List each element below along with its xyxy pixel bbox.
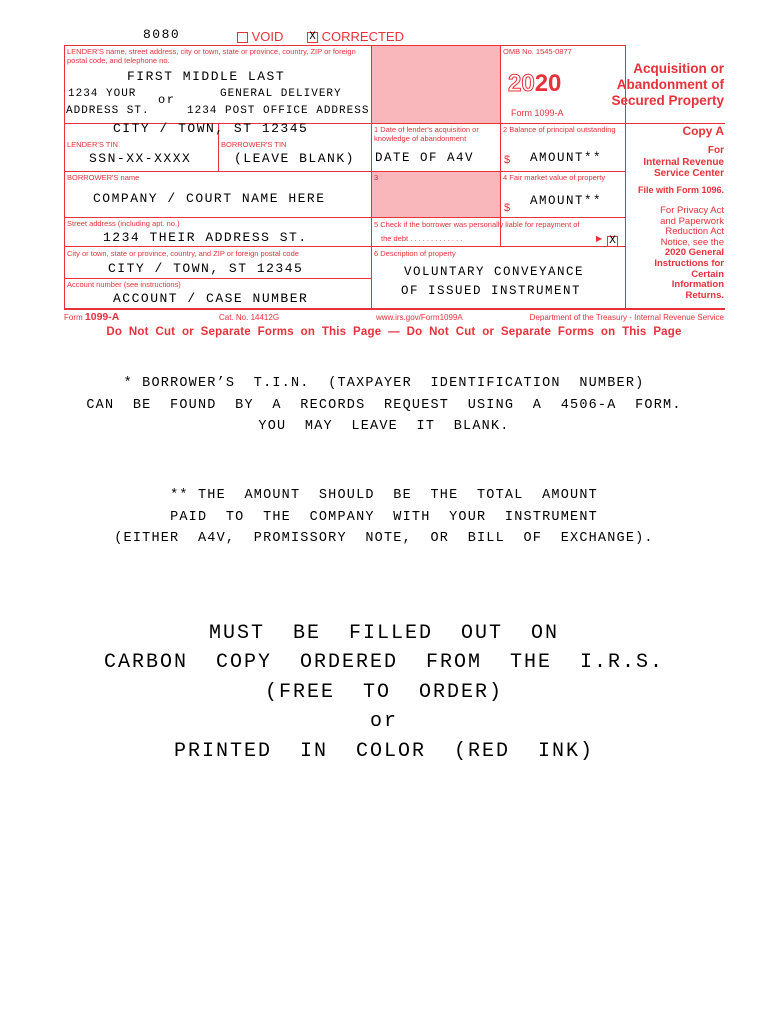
big-line3: (FREE TO ORDER)	[264, 681, 504, 704]
street-label: Street address (including apt. no.)	[67, 219, 180, 228]
note1-line2: CAN BE FOUND BY A RECORDS REQUEST USING A 4506-A FORM.	[86, 398, 682, 413]
privacy-line-4: Notice, see the	[660, 236, 724, 248]
lender-label: LENDER'S name, street address, city or town, state or province, country, ZIP or foreign postal code, and telephone no.	[67, 47, 356, 65]
big-line2: CARBON COPY ORDERED FROM THE I.R.S.	[103, 651, 665, 674]
footer-url: www.irs.gov/Form1099A	[376, 313, 463, 322]
box6-value-2[interactable]: OF ISSUED INSTRUMENT	[401, 284, 582, 298]
title-line-1: Acquisition or	[633, 61, 724, 76]
title-line-2: Abandonment of	[616, 77, 724, 92]
street-value[interactable]: 1234 THEIR ADDRESS ST.	[103, 230, 308, 245]
note1-line3: YOU MAY LEAVE IT BLANK.	[258, 419, 510, 434]
omb-number: OMB No. 1545-0877	[503, 47, 572, 56]
box5-checkbox[interactable]: X	[607, 236, 618, 247]
corrected-checkbox-group[interactable]	[307, 29, 404, 44]
form-code: 8080	[143, 27, 181, 42]
city-label: City or town, state or province, country, and ZIP or foreign postal code	[67, 249, 299, 258]
box4-value[interactable]: AMOUNT**	[530, 194, 603, 208]
box4-label: 4 Fair market value of property	[503, 173, 606, 182]
box2-dollar: $	[504, 154, 511, 166]
corrected-checkbox[interactable]: X	[307, 32, 318, 43]
privacy-line-1: For Privacy Act	[660, 205, 724, 216]
lender-tin-label: LENDER'S TIN	[67, 140, 118, 149]
footer-cat: Cat. No. 14412G	[219, 313, 280, 322]
lender-address-right-2[interactable]: 1234 POST OFFICE ADDRESS	[187, 105, 370, 117]
footer-form-number: 1099-A	[84, 311, 120, 323]
box2-value[interactable]: AMOUNT**	[530, 151, 603, 165]
big-line5: PRINTED IN COLOR (RED INK)	[173, 740, 595, 763]
account-value[interactable]: ACCOUNT / CASE NUMBER	[113, 291, 309, 306]
box2-label: 2 Balance of principal outstanding	[503, 125, 616, 134]
city-value[interactable]: CITY / TOWN, ST 12345	[108, 261, 304, 276]
footer-form-prefix: Form	[64, 313, 83, 322]
privacy-line-3: Reduction Act	[665, 226, 724, 238]
for-irs-line-3: Service Center	[653, 168, 724, 179]
box6-label: 6 Description of property	[374, 249, 456, 258]
note2-line3: (EITHER A4V, PROMISSORY NOTE, OR BILL OF EXCHANGE).	[114, 531, 654, 546]
shaded-area-top	[371, 45, 500, 123]
box6-value-1[interactable]: VOLUNTARY CONVEYANCE	[404, 265, 585, 279]
big-line4: or	[369, 710, 398, 733]
privacy-line-7: Certain	[691, 268, 724, 280]
privacy-line-8: Information	[671, 279, 724, 291]
tax-year	[508, 71, 561, 97]
box5-arrow: ▶	[596, 234, 603, 243]
lender-name[interactable]: FIRST MIDDLE LAST	[127, 69, 286, 84]
footer-warning: Do Not Cut or Separate Forms on This Page — Do Not Cut or Separate Forms on This Page	[106, 326, 682, 338]
title-line-3: Secured Property	[611, 93, 724, 108]
form-name: Form 1099-A	[511, 108, 564, 118]
box5-checkbox-group[interactable]	[607, 233, 618, 251]
copy-a: Copy A	[682, 124, 724, 138]
borrower-name-label: BORROWER'S name	[67, 173, 140, 182]
note1-line1: * BORROWER’S T.I.N. (TAXPAYER IDENTIFICATION NUMBER)	[123, 376, 645, 391]
for-irs-line-2: Internal Revenue	[643, 156, 724, 168]
privacy-line-2: and Paperwork	[660, 215, 724, 227]
lender-address-left-2[interactable]: ADDRESS ST.	[66, 105, 150, 117]
void-checkbox-group[interactable]	[237, 29, 283, 44]
footer-dept: Department of the Treasury - Internal Revenue Service	[529, 313, 724, 322]
privacy-line-9: Returns.	[685, 289, 724, 301]
borrower-tin-label: BORROWER'S TIN	[221, 140, 287, 149]
void-checkbox[interactable]	[237, 32, 248, 43]
footer-form	[64, 311, 119, 323]
lender-address-right-1[interactable]: GENERAL DELIVERY	[220, 88, 342, 100]
corrected-label: CORRECTED	[321, 29, 404, 44]
lender-or: or	[158, 93, 176, 107]
box4-dollar: $	[504, 202, 511, 214]
privacy-notice	[625, 206, 724, 301]
box5-label: 5 Check if the borrower was personally liable for repayment of	[374, 220, 580, 229]
year-suffix: 20	[534, 70, 562, 97]
note2-line2: PAID TO THE COMPANY WITH YOUR INSTRUMENT	[170, 510, 598, 525]
note2-line1: ** THE AMOUNT SHOULD BE THE TOTAL AMOUNT	[170, 488, 598, 503]
for-irs-block	[625, 145, 724, 180]
void-label: VOID	[251, 29, 284, 44]
form-title	[590, 61, 724, 109]
box1-value[interactable]: DATE OF A4V	[375, 151, 475, 165]
borrower-tin-value[interactable]: (LEAVE BLANK)	[234, 151, 355, 166]
big-line1: MUST BE FILLED OUT ON	[208, 622, 560, 645]
lender-tin-value[interactable]: SSN-XX-XXXX	[89, 151, 192, 166]
shaded-box-3	[371, 171, 500, 217]
box5-label-2: the debt . . . . . . . . . . . . .	[381, 234, 463, 243]
account-label: Account number (see instructions)	[67, 280, 181, 289]
lender-city[interactable]: CITY / TOWN, ST 12345	[113, 121, 309, 136]
box3-label: 3	[374, 173, 379, 182]
privacy-line-6: Instructions for	[654, 257, 724, 269]
year-prefix: 20	[508, 70, 535, 97]
borrower-name-value[interactable]: COMPANY / COURT NAME HERE	[93, 191, 326, 206]
lender-address-left-1[interactable]: 1234 YOUR	[68, 88, 137, 100]
box1-label: 1 Date of lender's acquisition or knowledge of abandonment	[374, 125, 479, 143]
for-irs-line-1: For	[707, 145, 724, 156]
privacy-line-5: 2020 General	[664, 247, 724, 259]
file-with: File with Form 1096.	[637, 185, 724, 195]
